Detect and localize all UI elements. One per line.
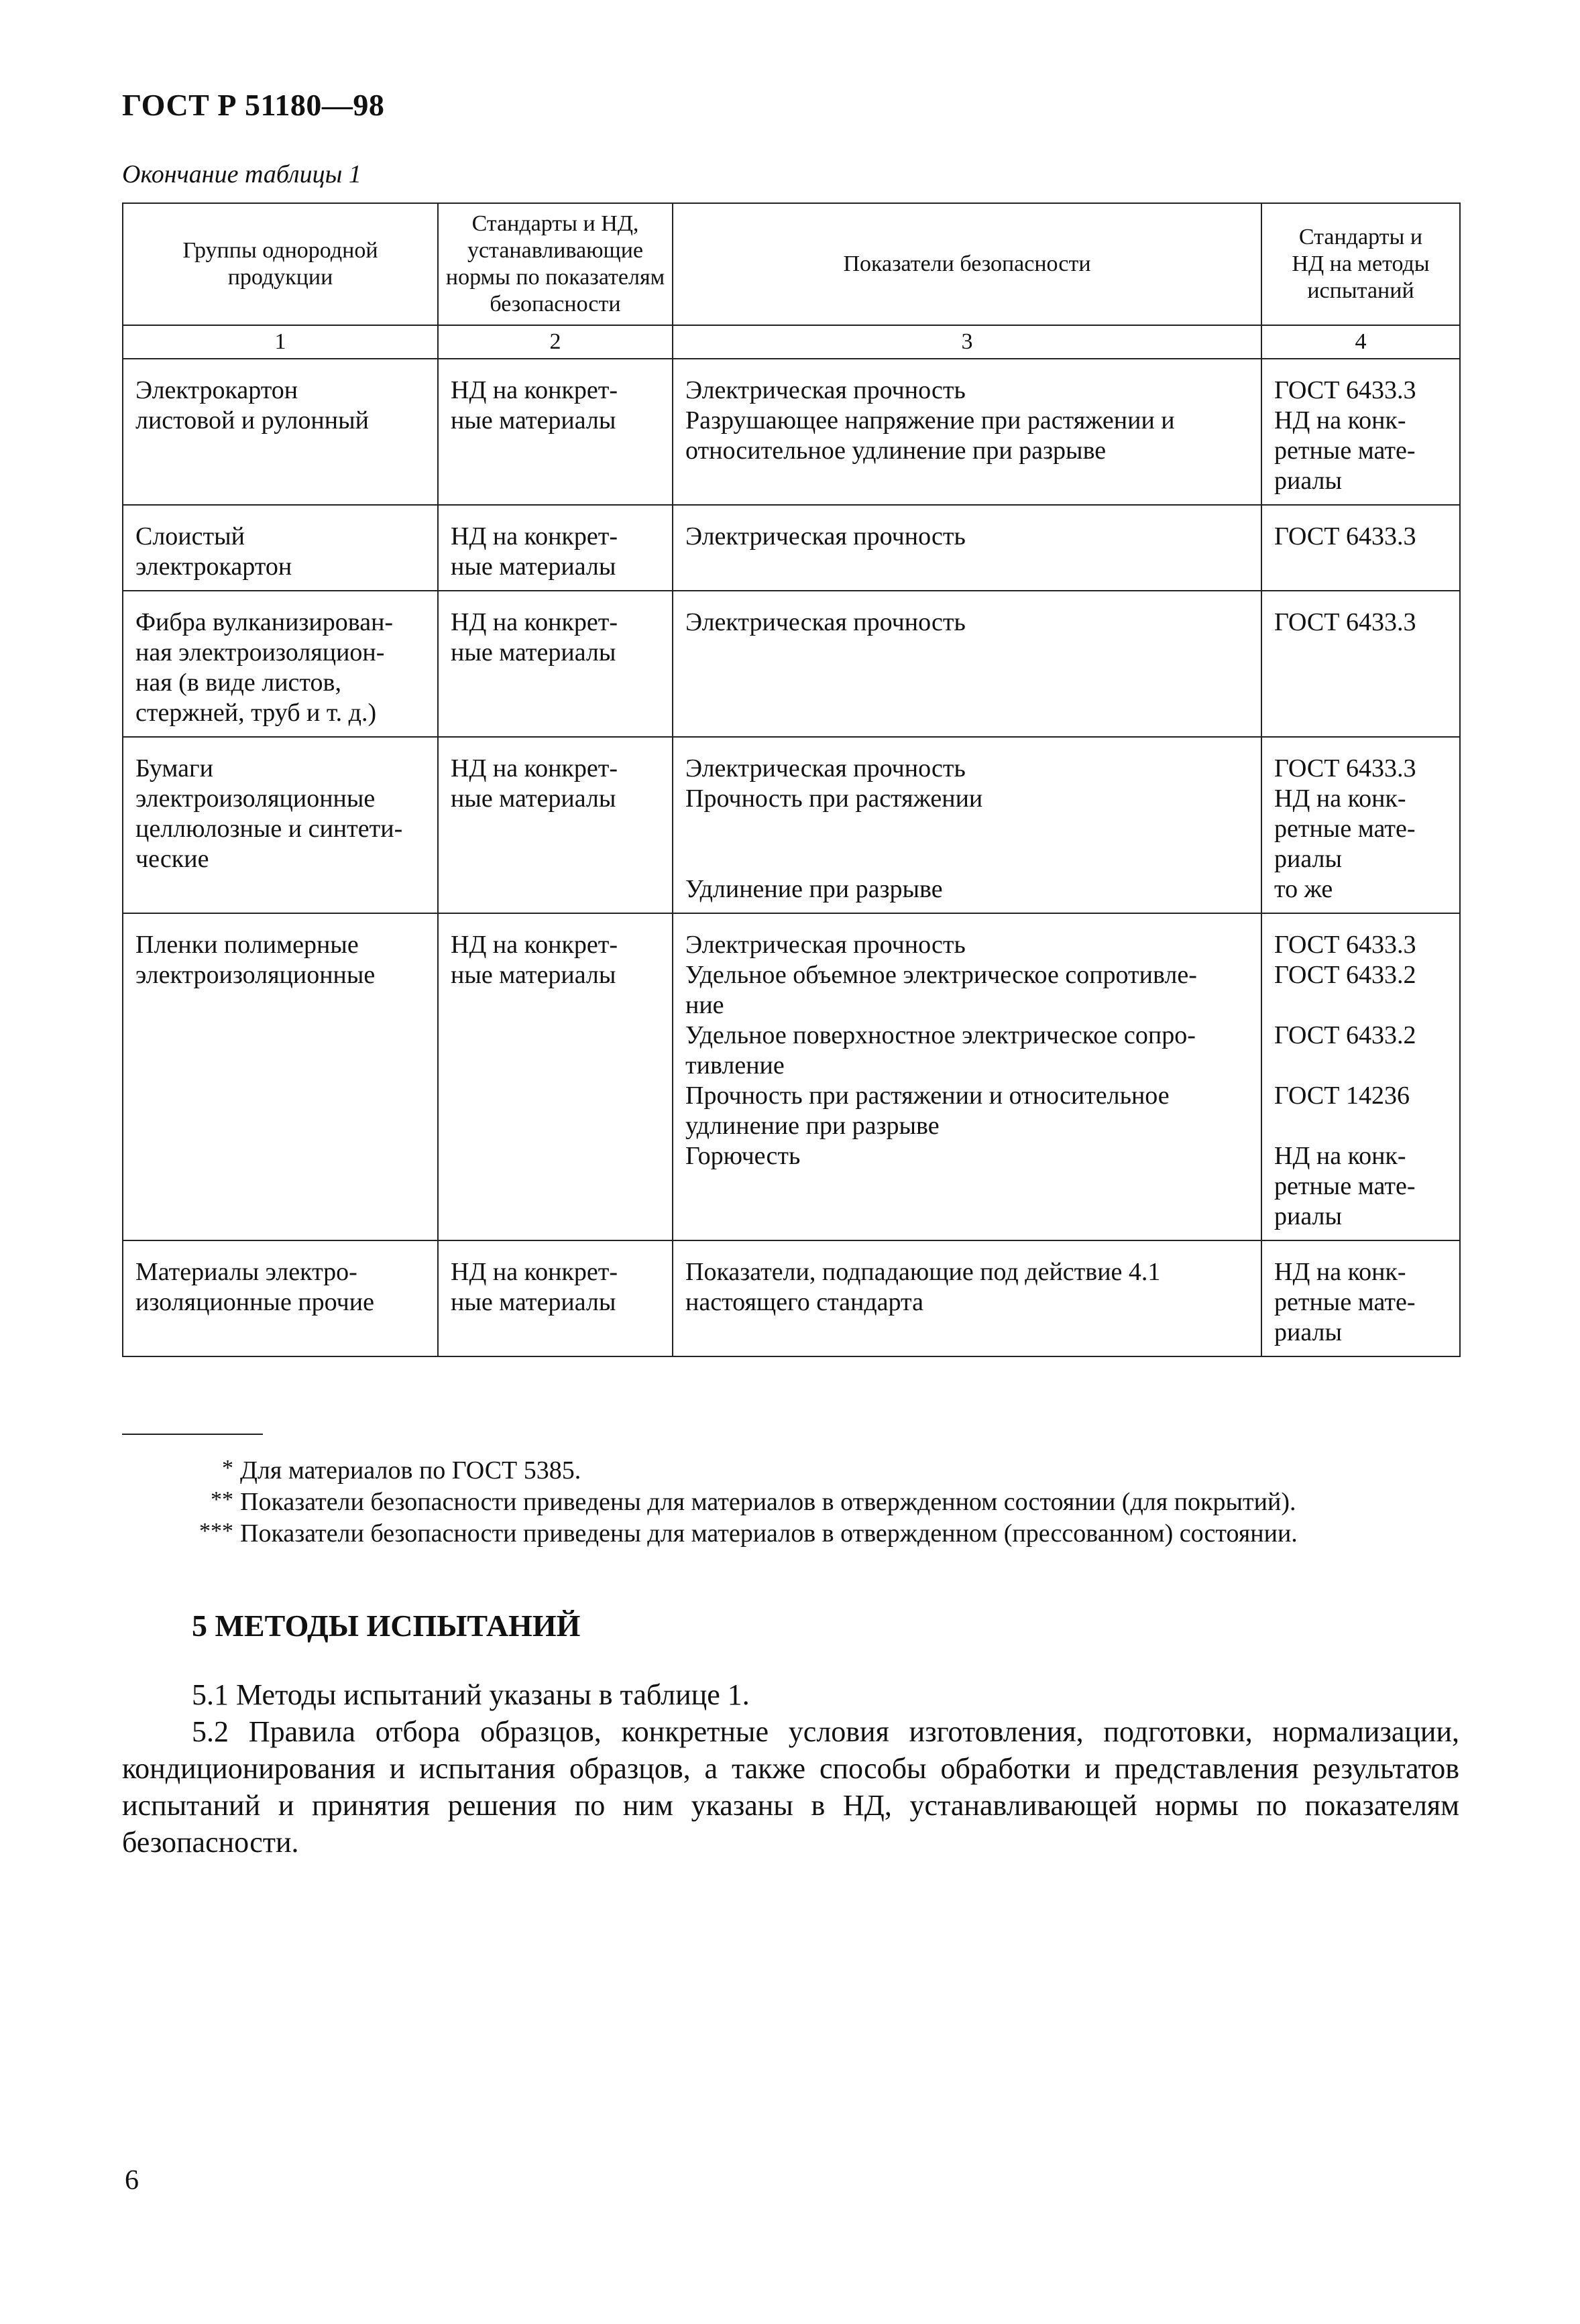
cell-test-methods <box>1261 1240 1460 1356</box>
footnote <box>122 1455 1463 1487</box>
column-number: 4 <box>1261 325 1460 359</box>
cell-line: ГОСТ 6433.3 <box>1274 608 1416 636</box>
cell-line: ГОСТ 14236 <box>1274 1082 1410 1110</box>
header-indicators: Показатели безопасности <box>673 203 1261 325</box>
cell-line: Удельное поверхностное электрическое сопро- <box>685 1021 1196 1049</box>
cell-line: Электрическая прочность <box>685 931 966 959</box>
table-row <box>123 737 1460 913</box>
cell-line: Горючесть <box>685 1142 801 1170</box>
cell-line: настоящего стандарта <box>685 1288 923 1316</box>
document-code: ГОСТ Р 51180—98 <box>122 88 385 122</box>
table-row <box>123 1240 1460 1356</box>
cell-line: ние <box>685 991 724 1019</box>
cell-indicators <box>673 1240 1261 1356</box>
cell-product-group <box>123 913 438 1240</box>
cell-line: Электрическая прочность <box>685 376 966 404</box>
cell-line: Разрушающее напряжение при растяжении и <box>685 406 1175 434</box>
cell-product-group <box>123 359 438 505</box>
cell-standard <box>438 359 673 505</box>
footnote-mark: ** <box>211 1487 233 1512</box>
cell-line: НД на конк- <box>1274 1142 1406 1170</box>
cell-line: ретные мате- <box>1274 815 1416 843</box>
header-standards: Стандарты и НД, устанавливающие нормы по показателям безопасности <box>438 203 673 325</box>
cell-indicators <box>673 359 1261 505</box>
cell-line: относительное удлинение при разрыве <box>685 437 1107 465</box>
cell-line: ная электроизоляцион- <box>135 638 385 666</box>
cell-line: НД на конкрет- <box>451 608 618 636</box>
cell-indicators <box>673 737 1261 913</box>
cell-line: Удлинение при разрыве <box>685 875 943 903</box>
cell-line: Показатели, подпадающие под действие 4.1 <box>685 1258 1161 1286</box>
cell-line: электроизоляционные <box>135 785 376 813</box>
header-test-methods: Стандарты и НД на методы испытаний <box>1261 203 1460 325</box>
cell-line: НД на конк- <box>1274 1258 1406 1286</box>
cell-line: Электрическая прочность <box>685 522 966 550</box>
cell-line: НД на конкрет- <box>451 522 618 550</box>
footnote-text: Показатели безопасности приведены для материалов в отвержденном (прессованном) состоянии. <box>240 1519 1298 1548</box>
cell-standard <box>438 1240 673 1356</box>
cell-product-group <box>123 591 438 737</box>
cell-product-group <box>123 1240 438 1356</box>
cell-standard <box>438 737 673 913</box>
cell-standard <box>438 591 673 737</box>
paragraph: 5.1 Методы испытаний указаны в таблице 1. <box>192 1678 750 1711</box>
footnote-text: Показатели безопасности приведены для материалов в отвержденном состоянии (для покрытий). <box>240 1488 1296 1516</box>
cell-line: ГОСТ 6433.2 <box>1274 1021 1416 1049</box>
cell-line: удлинение при разрыве <box>685 1112 940 1140</box>
cell-line: тивление <box>685 1051 785 1080</box>
cell-line: ные материалы <box>451 406 616 434</box>
cell-line: риалы <box>1274 1202 1343 1230</box>
table-row <box>123 359 1460 505</box>
cell-line: риалы <box>1274 1318 1343 1346</box>
cell-line: стержней, труб и т. д.) <box>135 699 377 727</box>
cell-line: изоляционные прочие <box>135 1288 374 1316</box>
cell-line: ные материалы <box>451 785 616 813</box>
cell-line: то же <box>1274 875 1333 903</box>
cell-test-methods <box>1261 591 1460 737</box>
cell-line <box>1274 990 1450 1021</box>
cell-line: целлюлозные и синтети- <box>135 815 403 843</box>
cell-line: Материалы электро- <box>135 1258 357 1286</box>
cell-line: электрокартон <box>135 553 292 581</box>
table-body <box>123 359 1460 1356</box>
cell-line: ретные мате- <box>1274 437 1416 465</box>
cell-line: ГОСТ 6433.2 <box>1274 961 1416 989</box>
cell-line: ческие <box>135 845 209 873</box>
cell-test-methods <box>1261 737 1460 913</box>
cell-line: ГОСТ 6433.3 <box>1274 931 1416 959</box>
cell-standard <box>438 913 673 1240</box>
table-caption: Окончание таблицы 1 <box>122 160 361 188</box>
cell-indicators <box>673 913 1261 1240</box>
footnote-rule <box>122 1434 263 1435</box>
cell-line <box>1274 1111 1450 1141</box>
table-row <box>123 913 1460 1240</box>
cell-line: Бумаги <box>135 754 213 782</box>
cell-line: НД на конкрет- <box>451 376 618 404</box>
cell-indicators <box>673 591 1261 737</box>
column-number: 2 <box>438 325 673 359</box>
page-number: 6 <box>125 2165 139 2196</box>
footnotes <box>122 1455 1463 1550</box>
cell-line: ные материалы <box>451 961 616 989</box>
cell-line: НД на конкрет- <box>451 931 618 959</box>
cell-line: НД на конк- <box>1274 785 1406 813</box>
cell-indicators <box>673 505 1261 591</box>
cell-line: НД на конкрет- <box>451 1258 618 1286</box>
column-number: 1 <box>123 325 438 359</box>
table-row <box>123 591 1460 737</box>
cell-test-methods <box>1261 359 1460 505</box>
cell-product-group <box>123 737 438 913</box>
cell-line: Электрическая прочность <box>685 608 966 636</box>
cell-standard <box>438 505 673 591</box>
section-title: 5 МЕТОДЫ ИСПЫТАНИЙ <box>192 1609 581 1643</box>
cell-test-methods <box>1261 505 1460 591</box>
footnote <box>122 1518 1463 1550</box>
cell-line: электроизоляционные <box>135 961 376 989</box>
cell-product-group <box>123 505 438 591</box>
cell-line: ная (в виде листов, <box>135 669 341 697</box>
cell-line: Электрическая прочность <box>685 754 966 782</box>
cell-line: Удельное объемное электрическое сопротивле- <box>685 961 1197 989</box>
cell-line: ГОСТ 6433.3 <box>1274 522 1416 550</box>
table-header-row <box>123 203 1460 325</box>
table-row <box>123 505 1460 591</box>
cell-line: ретные мате- <box>1274 1288 1416 1316</box>
footnote-mark: *** <box>199 1519 233 1544</box>
cell-line <box>1274 1051 1450 1081</box>
cell-line: Пленки полимерные <box>135 931 359 959</box>
paragraph: 5.2 Правила отбора образцов, конкретные условия изготовления, подготовки, нормализации, кондиционирования и испытания образцов, а также способы обработки и представления результатов испытаний и принятия решения по ним указаны в НД, устанавливающей нормы по показателям безопасности. <box>122 1715 1459 1859</box>
cell-line: Прочность при растяжении и относительное <box>685 1082 1170 1110</box>
cell-line: ГОСТ 6433.3 <box>1274 754 1416 782</box>
cell-line: риалы <box>1274 467 1343 495</box>
cell-line: НД на конкрет- <box>451 754 618 782</box>
cell-line: Прочность при растяжении <box>685 785 983 813</box>
cell-line: ретные мате- <box>1274 1172 1416 1200</box>
cell-line: Электрокартон <box>135 376 298 404</box>
footnote <box>122 1487 1463 1518</box>
column-number-row <box>123 325 1460 359</box>
cell-test-methods <box>1261 913 1460 1240</box>
cell-line: ные материалы <box>451 1288 616 1316</box>
column-number: 3 <box>673 325 1261 359</box>
footnote-mark: * <box>222 1456 233 1480</box>
cell-line: ГОСТ 6433.3 <box>1274 376 1416 404</box>
cell-line: риалы <box>1274 845 1343 873</box>
cell-line: листовой и рулонный <box>135 406 369 434</box>
cell-line: ные материалы <box>451 638 616 666</box>
safety-indicators-table <box>122 202 1461 1357</box>
section-body <box>122 1676 1459 1861</box>
cell-line: ные материалы <box>451 553 616 581</box>
footnote-text: Для материалов по ГОСТ 5385. <box>240 1456 581 1485</box>
header-product-groups: Группы однородной продукции <box>123 203 438 325</box>
cell-line: Слоистый <box>135 522 245 550</box>
cell-line: НД на конк- <box>1274 406 1406 434</box>
cell-line: Фибра вулканизирован- <box>135 608 394 636</box>
cell-line <box>685 844 1251 874</box>
cell-line <box>685 814 1251 844</box>
